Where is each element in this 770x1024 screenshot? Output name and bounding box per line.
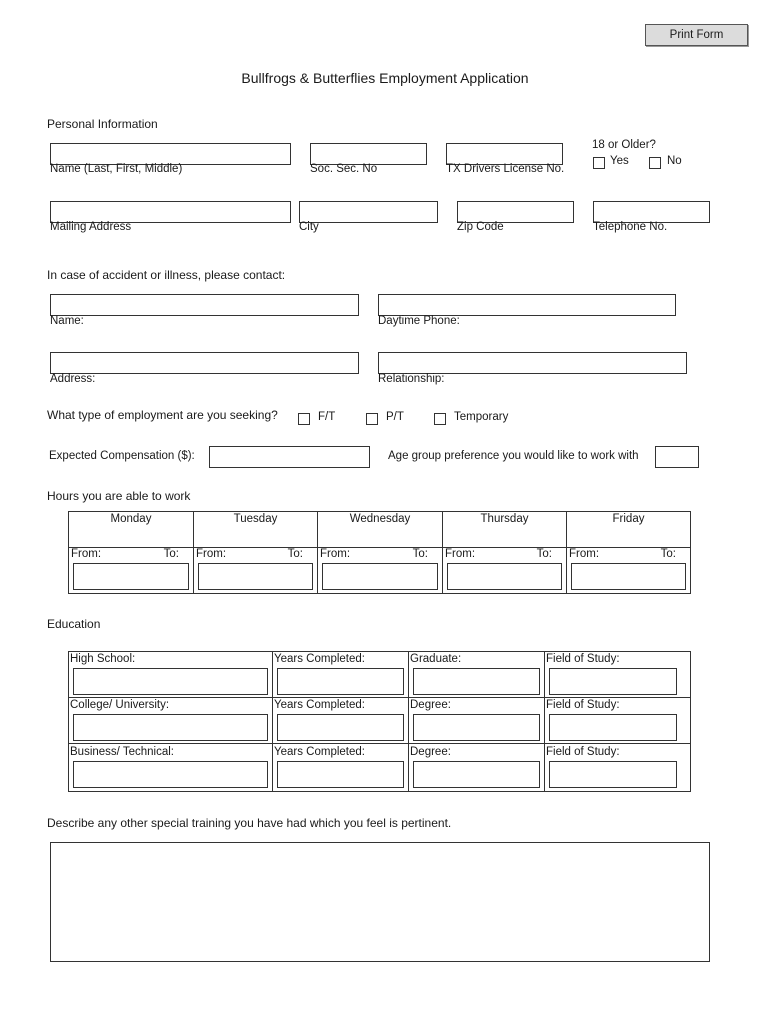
relationship-label: Relationship:: [378, 373, 445, 385]
field-of-study-label: Field of Study:: [546, 746, 620, 758]
name-input[interactable]: [50, 143, 291, 165]
education-table: [68, 651, 691, 792]
graduate-input[interactable]: [413, 668, 540, 695]
college-years-input[interactable]: [277, 714, 404, 741]
print-form-button[interactable]: Print Form: [645, 24, 748, 46]
ssn-input[interactable]: [310, 143, 427, 165]
education-heading: Education: [47, 617, 101, 631]
daytime-phone-input[interactable]: [378, 294, 676, 316]
field-of-study-label: Field of Study:: [546, 653, 620, 665]
yes-checkbox[interactable]: [593, 157, 605, 169]
monday-hours-input[interactable]: [73, 563, 189, 590]
compensation-label: Expected Compensation ($):: [49, 450, 195, 462]
special-training-textarea[interactable]: [50, 842, 710, 962]
yes-label: Yes: [610, 155, 629, 167]
day-label: Tuesday: [233, 513, 278, 525]
years-completed-label: Years Completed:: [274, 653, 365, 665]
age-group-input[interactable]: [655, 446, 699, 468]
degree-label: Degree:: [410, 746, 451, 758]
college-degree-input[interactable]: [413, 714, 540, 741]
to-label: To:: [660, 548, 676, 560]
employment-type-question: What type of employment are you seeking?: [47, 408, 278, 422]
temporary-checkbox[interactable]: [434, 413, 446, 425]
day-label: Wednesday: [349, 513, 411, 525]
form-title: Bullfrogs & Butterflies Employment Application: [241, 70, 529, 86]
day-label: Friday: [612, 513, 645, 525]
hours-column-thursday: [443, 512, 567, 593]
business-years-input[interactable]: [277, 761, 404, 788]
day-label: Monday: [110, 513, 152, 525]
to-label: To:: [412, 548, 428, 560]
hours-heading: Hours you are able to work: [47, 489, 191, 503]
college-label: College/ University:: [70, 699, 170, 711]
to-label: To:: [287, 548, 303, 560]
college-input[interactable]: [73, 714, 268, 741]
from-label: From:: [320, 548, 351, 560]
ssn-label: Soc. Sec. No: [310, 163, 378, 175]
emergency-name-label: Name:: [50, 315, 84, 327]
full-time-label: F/T: [318, 411, 336, 423]
graduate-label: Graduate:: [410, 653, 462, 665]
emergency-heading: In case of accident or illness, please contact:: [47, 268, 286, 282]
field-of-study-label: Field of Study:: [546, 699, 620, 711]
telephone-label: Telephone No.: [593, 221, 668, 233]
relationship-input[interactable]: [378, 352, 687, 374]
city-label: City: [299, 221, 319, 233]
hours-column-tuesday: [194, 512, 318, 593]
years-completed-label: Years Completed:: [274, 699, 365, 711]
thursday-hours-input[interactable]: [447, 563, 562, 590]
education-column-field: [545, 652, 690, 791]
full-time-checkbox[interactable]: [298, 413, 310, 425]
special-training-question: Describe any other special training you have had which you feel is pertinent.: [47, 816, 452, 830]
education-column-degree: [409, 652, 545, 791]
college-field-input[interactable]: [549, 714, 677, 741]
part-time-checkbox[interactable]: [366, 413, 378, 425]
telephone-input[interactable]: [593, 201, 710, 223]
age-group-label: Age group preference you would like to work with: [388, 450, 639, 462]
name-label: Name (Last, First, Middle): [50, 163, 183, 175]
zip-code-label: Zip Code: [457, 221, 504, 233]
business-technical-label: Business/ Technical:: [70, 746, 174, 758]
from-label: From:: [569, 548, 600, 560]
temporary-label: Temporary: [454, 411, 509, 423]
wednesday-hours-input[interactable]: [322, 563, 438, 590]
part-time-label: P/T: [386, 411, 404, 423]
education-column-institution: [69, 652, 273, 791]
business-degree-input[interactable]: [413, 761, 540, 788]
no-label: No: [667, 155, 682, 167]
personal-info-heading: Personal Information: [47, 117, 158, 131]
education-column-years: [273, 652, 409, 791]
no-checkbox[interactable]: [649, 157, 661, 169]
high-school-input[interactable]: [73, 668, 268, 695]
hours-column-monday: [69, 512, 194, 593]
business-technical-input[interactable]: [73, 761, 268, 788]
age-question: 18 or Older?: [592, 139, 656, 151]
from-label: From:: [445, 548, 476, 560]
mailing-address-label: Mailing Address: [50, 221, 132, 233]
compensation-input[interactable]: [209, 446, 370, 468]
to-label: To:: [163, 548, 179, 560]
emergency-name-input[interactable]: [50, 294, 359, 316]
degree-label: Degree:: [410, 699, 451, 711]
high-school-label: High School:: [70, 653, 136, 665]
high-school-years-input[interactable]: [277, 668, 404, 695]
to-label: To:: [536, 548, 552, 560]
emergency-address-label: Address:: [50, 373, 96, 385]
high-school-field-input[interactable]: [549, 668, 677, 695]
daytime-phone-label: Daytime Phone:: [378, 315, 460, 327]
license-input[interactable]: [446, 143, 563, 165]
hours-column-friday: [567, 512, 690, 593]
hours-column-wednesday: [318, 512, 443, 593]
from-label: From:: [71, 548, 102, 560]
mailing-address-input[interactable]: [50, 201, 291, 223]
hours-table: [68, 511, 691, 594]
from-label: From:: [196, 548, 227, 560]
friday-hours-input[interactable]: [571, 563, 686, 590]
business-field-input[interactable]: [549, 761, 677, 788]
day-label: Thursday: [480, 513, 529, 525]
emergency-address-input[interactable]: [50, 352, 359, 374]
zip-code-input[interactable]: [457, 201, 574, 223]
city-input[interactable]: [299, 201, 438, 223]
tuesday-hours-input[interactable]: [198, 563, 313, 590]
years-completed-label: Years Completed:: [274, 746, 365, 758]
license-label: TX Drivers License No.: [446, 163, 565, 175]
